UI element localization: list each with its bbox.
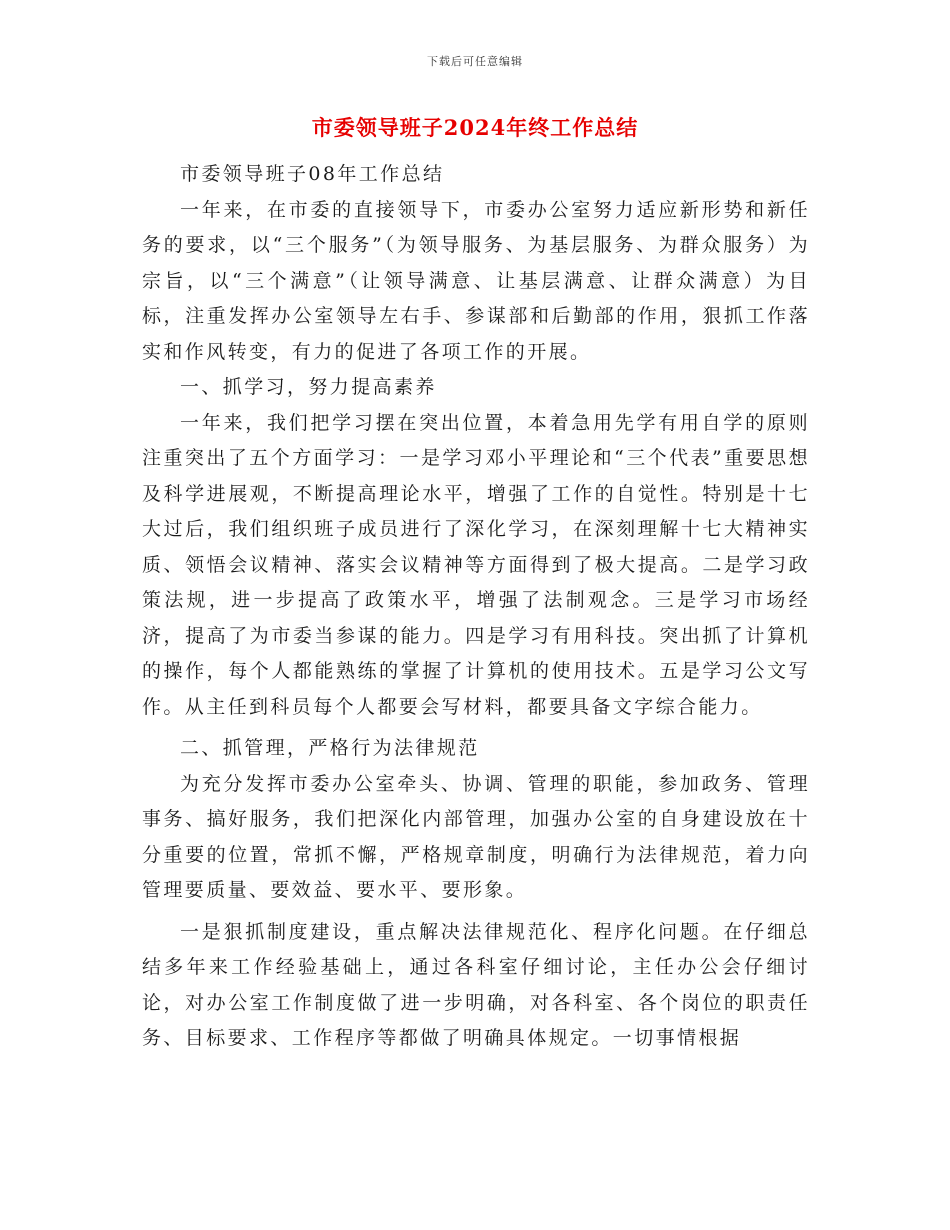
management-paragraph: 为充分发挥市委办公室牵头、协调、管理的职能，参加政务、管理事务、搞好服务，我们把深化内部管理，加强办公室的自身建设放在十分重要的位置，常抓不懈，严格规章制度，明确行为法律规范，着力向管理要质量、要效益、要水平、要形象。 bbox=[142, 772, 810, 901]
header-note: 下载后可任意编辑 bbox=[427, 55, 523, 68]
study-paragraph: 一年来，我们把学习摆在突出位置，本着急用先学有用自学的原则注重突出了五个方面学习：一是学习邓小平理论和“三个代表”重要思想及科学进展观，不断提高理论水平，增强了工作的自觉性。特别是十七大过后，我们组织班子成员进行了深化学习，在深刻理解十七大精神实质、领悟会议精神、落实会议精神等方面得到了极大提高。二是学习政策法规，进一步提高了政策水平，增强了法制观念。三是学习市场经济，提高了为市委当参谋的能力。四是学习有用科技。突出抓了计算机的操作，每个人都能熟练的掌握了计算机的使用技术。五是学习公文写作。从主任到科员每个人都要会写材料，都要具备文字综合能力。 bbox=[142, 411, 810, 718]
intro-paragraph: 一年来，在市委的直接领导下，市委办公室努力适应新形势和新任务的要求，以“三个服务”（为领导服务、为基层服务、为群众服务）为宗旨，以“三个满意”（让领导满意、让基层满意、让群众满意）为目标，注重发挥办公室领导左右手、参谋部和后勤部的作用，狠抓工作落实和作风转变，有力的促进了各项工作的开展。 bbox=[142, 198, 810, 363]
system-paragraph: 一是狠抓制度建设，重点解决法律规范化、程序化问题。在仔细总结多年来工作经验基础上，通过各科室仔细讨论，主任办公会仔细讨论，对办公室工作制度做了进一步明确，对各科室、各个岗位的职责任务、目标要求、工作程序等都做了明确具体规定。一切事情根据 bbox=[142, 920, 810, 1049]
subtitle-paragraph: 市委领导班子08年工作总结 bbox=[180, 163, 445, 185]
document-title: 市委领导班子2024年终工作总结 bbox=[311, 115, 639, 140]
document-body bbox=[142, 157, 810, 1057]
section-heading-1: 一、抓学习，努力提高素养 bbox=[180, 376, 437, 398]
section-heading-2: 二、抓管理，严格行为法律规范 bbox=[180, 737, 480, 759]
